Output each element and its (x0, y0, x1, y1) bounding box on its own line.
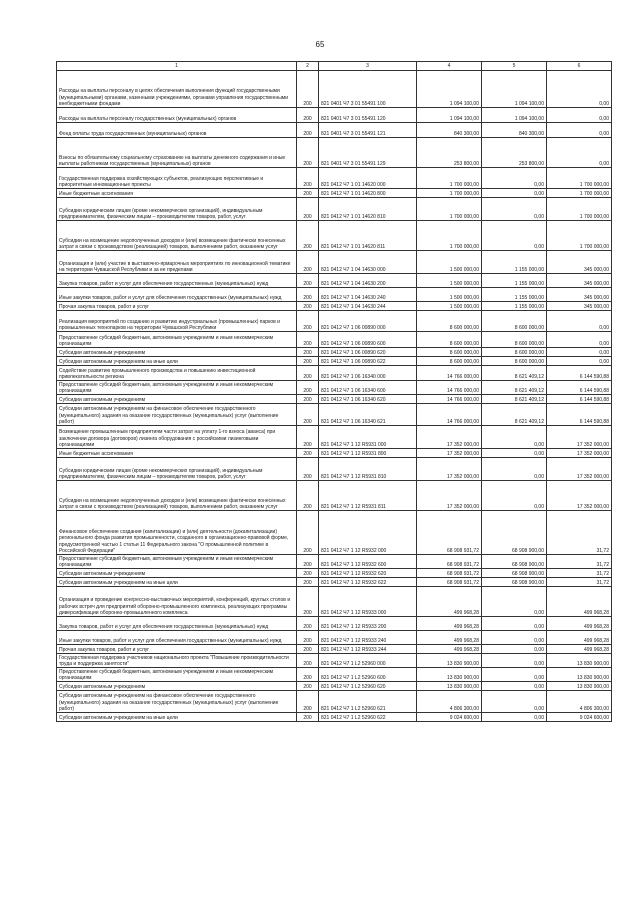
row-budget-code: 821 0412 Ч7 1 12 R5932 622 (319, 578, 417, 587)
row-value-col6: 31,72 (547, 555, 612, 569)
page-number: 65 (315, 40, 325, 49)
row-label: Закупка товаров, работ и услуг для обеспечения государственных (муниципальных) нужд (57, 274, 297, 288)
row-label: Прочая закупка товаров, работ и услуг (57, 302, 297, 311)
row-admin-code: 200 (297, 221, 319, 251)
row-budget-code: 821 0412 Ч7 1 01 14620 800 (319, 189, 417, 198)
row-admin-code: 200 (297, 569, 319, 578)
row-value-col5: 0,00 (482, 587, 547, 617)
row-value-col6: 17 352 000,00 (547, 458, 612, 481)
budget-table (56, 61, 612, 722)
row-value-col4: 8 600 000,00 (417, 357, 482, 366)
row-value-col5: 68 908 900,00 (482, 555, 547, 569)
table-row (57, 569, 612, 578)
row-budget-code: 821 0412 Ч7 1 06 16340 621 (319, 404, 417, 426)
row-value-col4: 14 766 000,00 (417, 381, 482, 395)
row-value-col6: 6 144 590,88 (547, 395, 612, 404)
row-value-col4: 499 968,28 (417, 631, 482, 645)
row-label: Иные закупки товаров, работ и услуг для обеспечения государственных (муниципальных) нужд (57, 288, 297, 302)
row-admin-code: 200 (297, 311, 319, 332)
row-value-col6: 0,00 (547, 332, 612, 348)
table-row (57, 381, 612, 395)
row-label: Субсидии на возмещение недополученных доходов и (или) возмещение фактически понесенных затрат в связи с производством (реализацией) товаров, выполнением работ, оказанием услуг (57, 481, 297, 511)
row-admin-code: 200 (297, 251, 319, 274)
column-header: 2 (297, 62, 319, 71)
row-label: Субсидии автономным учреждениям (57, 348, 297, 357)
row-value-col4: 4 806 300,00 (417, 691, 482, 713)
row-label: Субсидии автономным учреждениям на иные цели (57, 713, 297, 722)
row-value-col5: 0,00 (482, 221, 547, 251)
row-value-col5: 0,00 (482, 631, 547, 645)
row-budget-code: 821 0412 Ч7 1 12 R5933 240 (319, 631, 417, 645)
row-label: Расходы на выплаты персоналу в целях обеспечения выполнения функций государственными (муниципальными) органами, казенными учреждениями, органами управления государственными внебюджетными фондами (57, 71, 297, 108)
table-row (57, 587, 612, 617)
row-admin-code: 200 (297, 138, 319, 168)
row-value-col4: 1 700 000,00 (417, 221, 482, 251)
table-row (57, 274, 612, 288)
row-admin-code: 200 (297, 654, 319, 668)
row-value-col4: 1 700 000,00 (417, 189, 482, 198)
row-value-col5: 0,00 (482, 481, 547, 511)
table-row (57, 288, 612, 302)
row-label: Государственная поддержка хозяйствующих субъектов, реализующих перспективные и приоритетные инновационные проекты (57, 168, 297, 189)
row-value-col6: 17 352 000,00 (547, 449, 612, 458)
row-value-col4: 17 352 000,00 (417, 449, 482, 458)
row-value-col4: 1 500 000,00 (417, 251, 482, 274)
row-value-col4: 68 908 931,72 (417, 569, 482, 578)
row-value-col5: 0,00 (482, 198, 547, 221)
row-value-col5: 840 300,00 (482, 123, 547, 138)
row-value-col6: 17 352 000,00 (547, 481, 612, 511)
row-label: Иные закупки товаров, работ и услуг для обеспечения государственных (муниципальных) нужд (57, 631, 297, 645)
row-value-col6: 6 144 590,88 (547, 366, 612, 381)
row-value-col6: 0,00 (547, 123, 612, 138)
row-admin-code: 200 (297, 123, 319, 138)
row-admin-code: 200 (297, 381, 319, 395)
row-label: Взносы по обязательному социальному страхованию на выплаты денежного содержания и иные выплаты работникам государственных (муниципальных) органов (57, 138, 297, 168)
row-budget-code: 821 0412 Ч7 1 L2 52960 000 (319, 654, 417, 668)
row-label: Субсидии автономным учреждениям (57, 682, 297, 691)
row-value-col6: 1 700 000,00 (547, 189, 612, 198)
row-value-col6: 0,00 (547, 108, 612, 123)
row-value-col5: 0,00 (482, 426, 547, 449)
row-label: Субсидии автономным учреждениям на финансовое обеспечение государственного (муниципального) задания на оказание государственных (муниципальных) услуг (выполнение работ) (57, 404, 297, 426)
table-row (57, 348, 612, 357)
row-value-col6: 1 700 000,00 (547, 168, 612, 189)
row-budget-code: 821 0412 Ч7 1 06 00890 620 (319, 348, 417, 357)
row-budget-code: 821 0412 Ч7 1 04 14630 000 (319, 251, 417, 274)
row-label: Фонд оплаты труда государственных (муниципальных) органов (57, 123, 297, 138)
table-body (57, 71, 612, 722)
row-value-col5: 0,00 (482, 168, 547, 189)
row-budget-code: 821 0401 Ч7 3 01 55491 120 (319, 108, 417, 123)
column-header: 5 (482, 62, 547, 71)
table-row (57, 404, 612, 426)
row-value-col4: 17 352 000,00 (417, 481, 482, 511)
column-header: 6 (547, 62, 612, 71)
row-value-col6: 345 000,00 (547, 251, 612, 274)
row-admin-code: 200 (297, 587, 319, 617)
row-value-col4: 499 968,28 (417, 645, 482, 654)
row-admin-code: 200 (297, 404, 319, 426)
row-value-col5: 0,00 (482, 458, 547, 481)
column-header: 1 (57, 62, 297, 71)
row-value-col6: 13 830 900,00 (547, 654, 612, 668)
table-row (57, 357, 612, 366)
table-row (57, 332, 612, 348)
row-value-col4: 8 600 000,00 (417, 332, 482, 348)
row-admin-code: 200 (297, 395, 319, 404)
row-budget-code: 821 0412 Ч7 1 06 00890 600 (319, 332, 417, 348)
table-row (57, 395, 612, 404)
row-budget-code: 821 0412 Ч7 1 L2 52960 622 (319, 713, 417, 722)
table-row (57, 198, 612, 221)
table-row (57, 366, 612, 381)
row-value-col6: 0,00 (547, 357, 612, 366)
row-admin-code: 200 (297, 458, 319, 481)
row-value-col5: 68 908 900,00 (482, 569, 547, 578)
row-value-col5: 1 155 000,00 (482, 251, 547, 274)
row-admin-code: 200 (297, 617, 319, 631)
row-budget-code: 821 0412 Ч7 1 12 R5931 800 (319, 449, 417, 458)
row-value-col4: 17 352 000,00 (417, 426, 482, 449)
row-label: Предоставление субсидий бюджетным, автономным учреждениям и иным некоммерческим организациям (57, 555, 297, 569)
row-value-col4: 8 600 000,00 (417, 348, 482, 357)
table-row (57, 631, 612, 645)
row-value-col6: 6 144 590,88 (547, 404, 612, 426)
row-value-col5: 8 600 000,00 (482, 311, 547, 332)
row-value-col5: 8 621 409,12 (482, 381, 547, 395)
row-budget-code: 821 0412 Ч7 1 06 16340 620 (319, 395, 417, 404)
row-value-col5: 0,00 (482, 691, 547, 713)
row-value-col6: 6 144 590,88 (547, 381, 612, 395)
row-value-col6: 345 000,00 (547, 274, 612, 288)
row-label: Предоставление субсидий бюджетным, автономным учреждениям и иным некоммерческим организациям (57, 332, 297, 348)
row-label: Субсидии юридическим лицам (кроме некоммерческих организаций), индивидуальным предпринимателям, физическим лицам – производителям товаров, работ, услуг (57, 198, 297, 221)
row-admin-code: 200 (297, 631, 319, 645)
row-budget-code: 821 0412 Ч7 1 12 R5933 000 (319, 587, 417, 617)
row-value-col5: 1 155 000,00 (482, 274, 547, 288)
row-value-col4: 9 024 600,00 (417, 713, 482, 722)
row-label: Расходы на выплаты персоналу государственных (муниципальных) органов (57, 108, 297, 123)
row-value-col6: 13 830 900,00 (547, 682, 612, 691)
table-row (57, 108, 612, 123)
row-value-col5: 253 800,00 (482, 138, 547, 168)
row-budget-code: 821 0412 Ч7 1 01 14620 810 (319, 198, 417, 221)
row-admin-code: 200 (297, 511, 319, 555)
header-row (57, 62, 612, 71)
table-row (57, 713, 612, 722)
row-budget-code: 821 0401 Ч7 3 01 55491 100 (319, 71, 417, 108)
row-value-col4: 1 700 000,00 (417, 168, 482, 189)
table-row (57, 123, 612, 138)
row-value-col4: 1 500 000,00 (417, 274, 482, 288)
row-value-col6: 13 830 900,00 (547, 668, 612, 682)
row-label: Государственная поддержка участников национального проекта "Повышение производительности труда и поддержка занятости" (57, 654, 297, 668)
row-budget-code: 821 0412 Ч7 1 12 R5931 811 (319, 481, 417, 511)
row-budget-code: 821 0412 Ч7 1 06 00890 000 (319, 311, 417, 332)
row-value-col5: 1 155 000,00 (482, 302, 547, 311)
row-budget-code: 821 0412 Ч7 1 L2 52960 620 (319, 682, 417, 691)
table-row (57, 691, 612, 713)
row-value-col6: 499 968,28 (547, 587, 612, 617)
row-value-col4: 13 830 900,00 (417, 654, 482, 668)
row-budget-code: 821 0412 Ч7 1 L2 52960 600 (319, 668, 417, 682)
row-admin-code: 200 (297, 713, 319, 722)
table-row (57, 189, 612, 198)
row-admin-code: 200 (297, 578, 319, 587)
row-value-col6: 499 968,28 (547, 645, 612, 654)
row-value-col6: 17 352 000,00 (547, 426, 612, 449)
row-label: Организация и (или) участие в выставочно-ярмарочных мероприятиях по инновационной тематике на территории Чувашской Республики и за ее пределами (57, 251, 297, 274)
row-value-col4: 14 766 000,00 (417, 404, 482, 426)
row-label: Содействие развитию промышленного производства и повышению инвестиционной привлекательности региона (57, 366, 297, 381)
row-budget-code: 821 0412 Ч7 1 12 R5933 200 (319, 617, 417, 631)
row-admin-code: 200 (297, 555, 319, 569)
row-admin-code: 200 (297, 168, 319, 189)
row-label: Субсидии автономным учреждениям на иные цели (57, 578, 297, 587)
row-value-col5: 0,00 (482, 682, 547, 691)
row-value-col5: 1 094 100,00 (482, 108, 547, 123)
row-label: Финансовое обеспечение создания (капитализации) и (или) деятельности (докапитализации) регионального фонда развития промышленности, созданного в организационно-правовой форме, предусмотренной частью 1 статьи 11 Федерального закона "О промышленной политике в Российской Федерации" (57, 511, 297, 555)
row-label: Субсидии на возмещение недополученных доходов и (или) возмещение фактически понесенных затрат в связи с производством (реализацией) товаров, выполнением работ, оказанием услуг (57, 221, 297, 251)
row-value-col4: 13 830 900,00 (417, 682, 482, 691)
row-value-col6: 31,72 (547, 578, 612, 587)
row-value-col6: 345 000,00 (547, 302, 612, 311)
row-admin-code: 200 (297, 691, 319, 713)
row-value-col4: 68 908 931,72 (417, 511, 482, 555)
row-value-col5: 0,00 (482, 449, 547, 458)
row-admin-code: 200 (297, 645, 319, 654)
table-row (57, 668, 612, 682)
row-value-col4: 14 766 000,00 (417, 395, 482, 404)
row-label: Возмещение промышленным предприятиям части затрат на уплату 1-го взноса (аванса) при заключении договора (договоров) лизинга оборудования с российскими лизинговыми организациями (57, 426, 297, 449)
row-value-col5: 8 621 409,12 (482, 366, 547, 381)
row-admin-code: 200 (297, 668, 319, 682)
table-row (57, 251, 612, 274)
row-label: Закупка товаров, работ и услуг для обеспечения государственных (муниципальных) нужд (57, 617, 297, 631)
row-value-col4: 499 968,28 (417, 587, 482, 617)
table-row (57, 682, 612, 691)
row-label: Субсидии автономным учреждениям на иные цели (57, 357, 297, 366)
row-budget-code: 821 0412 Ч7 1 12 R5932 620 (319, 569, 417, 578)
row-admin-code: 200 (297, 682, 319, 691)
row-budget-code: 821 0412 Ч7 1 12 R5932 000 (319, 511, 417, 555)
row-value-col4: 8 600 000,00 (417, 311, 482, 332)
row-value-col4: 1 500 000,00 (417, 302, 482, 311)
table-row (57, 617, 612, 631)
table-row (57, 426, 612, 449)
table-row (57, 645, 612, 654)
row-admin-code: 200 (297, 348, 319, 357)
row-value-col4: 13 830 900,00 (417, 668, 482, 682)
row-budget-code: 821 0412 Ч7 1 06 16340 600 (319, 381, 417, 395)
table-row (57, 311, 612, 332)
row-budget-code: 821 0412 Ч7 1 01 14620 000 (319, 168, 417, 189)
row-label: Субсидии автономным учреждениям на финансовое обеспечение государственного (муниципального) задания на оказание государственных (муниципальных) услуг (выполнение работ) (57, 691, 297, 713)
row-value-col4: 253 800,00 (417, 138, 482, 168)
row-value-col5: 0,00 (482, 645, 547, 654)
table-row (57, 511, 612, 555)
row-value-col4: 499 968,28 (417, 617, 482, 631)
row-value-col5: 0,00 (482, 189, 547, 198)
row-value-col5: 68 908 900,00 (482, 511, 547, 555)
row-value-col5: 68 908 900,00 (482, 578, 547, 587)
row-budget-code: 821 0412 Ч7 1 04 14630 244 (319, 302, 417, 311)
column-header: 4 (417, 62, 482, 71)
row-label: Субсидии юридическим лицам (кроме некоммерческих организаций), индивидуальным предпринимателям, физическим лицам – производителям товаров, работ, услуг (57, 458, 297, 481)
row-value-col5: 0,00 (482, 668, 547, 682)
row-budget-code: 821 0401 Ч7 3 01 55491 129 (319, 138, 417, 168)
row-value-col5: 1 094 100,00 (482, 71, 547, 108)
row-value-col6: 499 968,28 (547, 617, 612, 631)
row-value-col5: 0,00 (482, 617, 547, 631)
row-label: Предоставление субсидий бюджетным, автономным учреждениям и иным некоммерческим организациям (57, 668, 297, 682)
row-value-col4: 17 352 000,00 (417, 458, 482, 481)
row-value-col4: 1 700 000,00 (417, 198, 482, 221)
row-value-col6: 9 024 600,00 (547, 713, 612, 722)
table-row (57, 221, 612, 251)
table-row (57, 654, 612, 668)
row-value-col6: 31,72 (547, 569, 612, 578)
table-row (57, 138, 612, 168)
row-admin-code: 200 (297, 426, 319, 449)
row-value-col6: 1 700 000,00 (547, 198, 612, 221)
table-row (57, 458, 612, 481)
row-value-col5: 0,00 (482, 713, 547, 722)
row-value-col5: 8 621 409,12 (482, 395, 547, 404)
row-admin-code: 200 (297, 366, 319, 381)
table-row (57, 449, 612, 458)
table-row (57, 578, 612, 587)
row-value-col4: 1 094 100,00 (417, 71, 482, 108)
row-value-col5: 0,00 (482, 654, 547, 668)
row-budget-code: 821 0412 Ч7 1 04 14630 240 (319, 288, 417, 302)
row-admin-code: 200 (297, 108, 319, 123)
row-label: Субсидии автономным учреждениям (57, 569, 297, 578)
table-row (57, 168, 612, 189)
row-value-col4: 14 766 000,00 (417, 366, 482, 381)
row-value-col6: 0,00 (547, 71, 612, 108)
row-value-col6: 4 806 300,00 (547, 691, 612, 713)
row-value-col4: 1 500 000,00 (417, 288, 482, 302)
row-label: Иные бюджетные ассигнования (57, 449, 297, 458)
row-budget-code: 821 0412 Ч7 1 06 16340 000 (319, 366, 417, 381)
row-admin-code: 200 (297, 288, 319, 302)
row-admin-code: 200 (297, 449, 319, 458)
row-value-col6: 0,00 (547, 348, 612, 357)
row-value-col5: 8 600 000,00 (482, 332, 547, 348)
row-value-col6: 1 700 000,00 (547, 221, 612, 251)
row-value-col6: 0,00 (547, 138, 612, 168)
row-value-col6: 345 000,00 (547, 288, 612, 302)
row-value-col5: 8 621 409,12 (482, 404, 547, 426)
row-value-col4: 1 094 100,00 (417, 108, 482, 123)
table-row (57, 71, 612, 108)
row-admin-code: 200 (297, 71, 319, 108)
row-label: Субсидии автономным учреждениям (57, 395, 297, 404)
row-admin-code: 200 (297, 274, 319, 288)
row-admin-code: 200 (297, 302, 319, 311)
row-admin-code: 200 (297, 332, 319, 348)
row-value-col5: 1 155 000,00 (482, 288, 547, 302)
column-header: 3 (319, 62, 417, 71)
row-value-col6: 499 968,28 (547, 631, 612, 645)
row-admin-code: 200 (297, 189, 319, 198)
row-budget-code: 821 0412 Ч7 1 12 R5932 600 (319, 555, 417, 569)
row-value-col5: 8 600 000,00 (482, 357, 547, 366)
row-budget-code: 821 0401 Ч7 3 01 55491 121 (319, 123, 417, 138)
row-budget-code: 821 0412 Ч7 1 12 R5931 810 (319, 458, 417, 481)
row-budget-code: 821 0412 Ч7 1 12 R5931 000 (319, 426, 417, 449)
row-budget-code: 821 0412 Ч7 1 12 R5933 244 (319, 645, 417, 654)
row-budget-code: 821 0412 Ч7 1 06 00890 622 (319, 357, 417, 366)
table-row (57, 481, 612, 511)
row-value-col4: 68 908 931,72 (417, 555, 482, 569)
table-row (57, 555, 612, 569)
row-budget-code: 821 0412 Ч7 1 L2 52960 621 (319, 691, 417, 713)
row-label: Организация и проведение конгрессно-выставочных мероприятий, конференций, круглых столов и рабочих встреч для предприятий оборонно-промышленного комплекса, реализующих программы диверсификации оборонно-промышленного комплекса (57, 587, 297, 617)
row-value-col5: 8 600 000,00 (482, 348, 547, 357)
row-value-col6: 0,00 (547, 311, 612, 332)
row-admin-code: 200 (297, 198, 319, 221)
row-budget-code: 821 0412 Ч7 1 01 14620 811 (319, 221, 417, 251)
row-value-col4: 68 908 931,72 (417, 578, 482, 587)
row-label: Предоставление субсидий бюджетным, автономным учреждениям и иным некоммерческим организациям (57, 381, 297, 395)
row-admin-code: 200 (297, 481, 319, 511)
row-value-col6: 31,72 (547, 511, 612, 555)
row-label: Иные бюджетные ассигнования (57, 189, 297, 198)
row-label: Прочая закупка товаров, работ и услуг (57, 645, 297, 654)
row-admin-code: 200 (297, 357, 319, 366)
row-budget-code: 821 0412 Ч7 1 04 14630 200 (319, 274, 417, 288)
table-row (57, 302, 612, 311)
row-label: Реализация мероприятий по созданию и развитию индустриальных (промышленных) парков и промышленных технопарков на территории Чувашской Республики (57, 311, 297, 332)
row-value-col4: 840 300,00 (417, 123, 482, 138)
